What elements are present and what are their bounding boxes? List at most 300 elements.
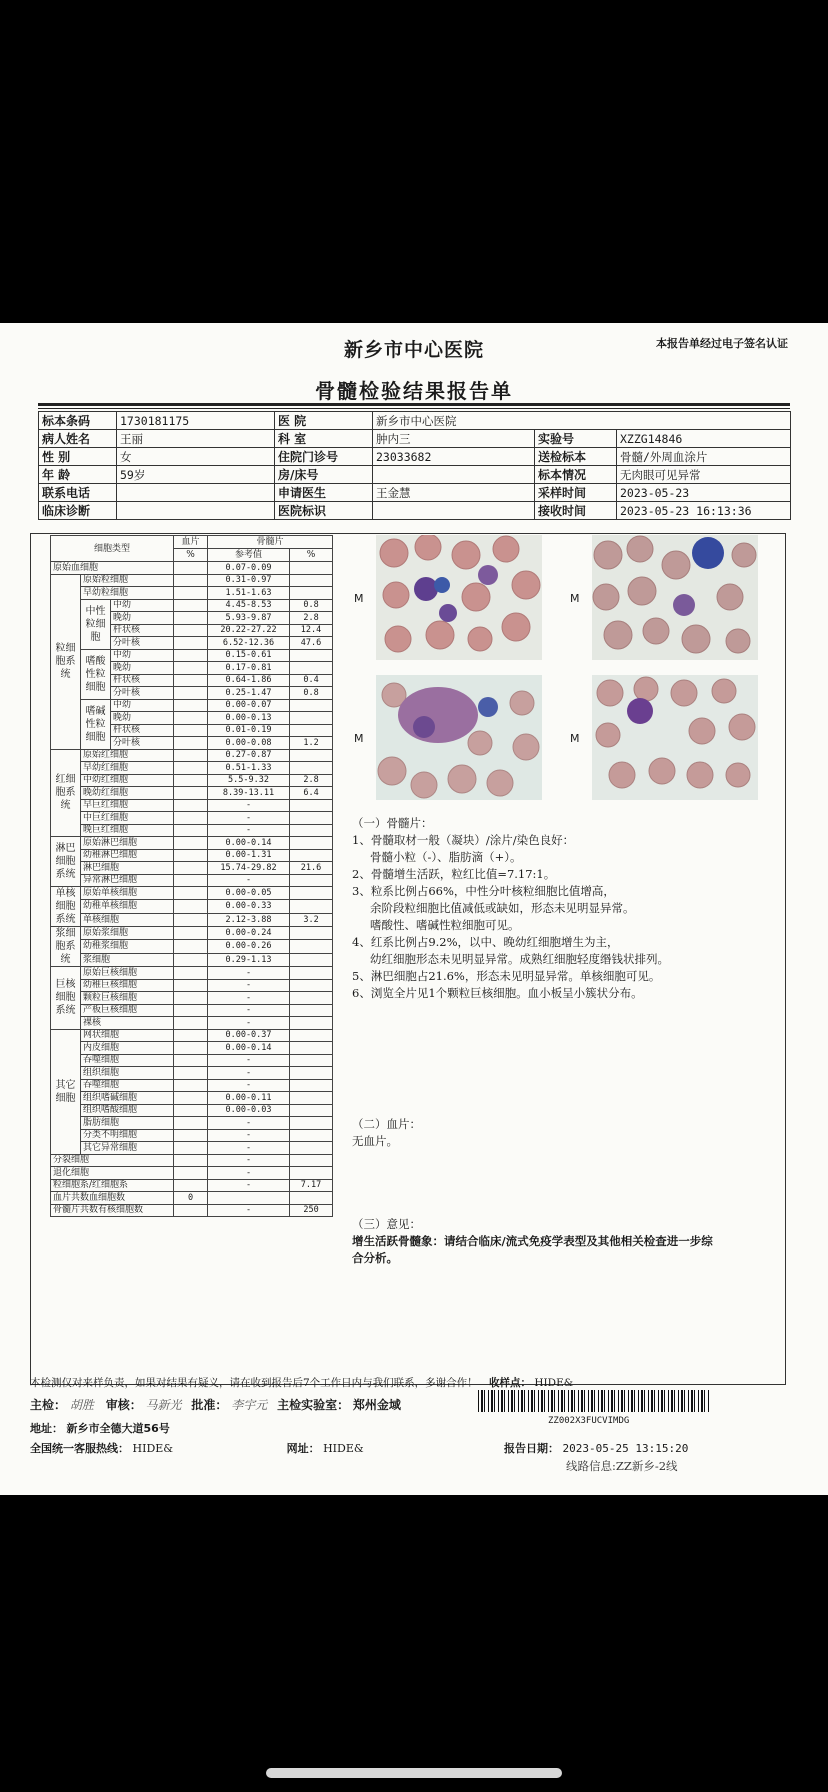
reviewer-label: 审核：: [105, 1398, 142, 1412]
blood-pct: [174, 649, 208, 662]
cell-name: 吞噬细胞: [81, 1079, 174, 1092]
inpatient-no: 23033682: [373, 448, 535, 466]
blood-pct: [174, 562, 208, 575]
blood-pct: [174, 1079, 208, 1092]
summary-ref: [208, 1192, 290, 1205]
marrow-pct: 6.4: [290, 787, 333, 800]
marrow-pct: [290, 1054, 333, 1067]
cell-row: [51, 587, 333, 600]
cell-name: 晚幼: [111, 612, 174, 625]
summary-value: [290, 1192, 333, 1205]
blood-pct: [174, 749, 208, 762]
dept-value: 肿内三: [373, 430, 535, 448]
ref-range: 0.25-1.47: [208, 687, 290, 700]
marrow-pct: [290, 874, 333, 887]
phone-label: 联系电话: [39, 484, 117, 502]
findings-s3-title: （三）意见：: [352, 1217, 421, 1231]
ref-range: -: [208, 874, 290, 887]
marrow-pct: [290, 824, 333, 837]
finding-line: 1、骨髓取材一般（凝块）/涂片/染色良好：: [352, 833, 575, 847]
age-value: 59岁: [117, 466, 275, 484]
cell-row: [51, 599, 333, 612]
cell-name: 原始巨核细胞: [81, 967, 174, 980]
doctor-label: 申请医生: [275, 484, 373, 502]
marrow-pct: [290, 649, 333, 662]
blood-pct: [174, 674, 208, 687]
marrow-pct: [290, 662, 333, 675]
blood-pct: [174, 1117, 208, 1130]
marrow-pct: [290, 927, 333, 940]
barcode-number: ZZ002X3FUCVIMDG: [548, 1416, 630, 1426]
ref-range: 0.27-0.87: [208, 749, 290, 762]
micrograph-1: [376, 535, 542, 660]
cell-row: [51, 562, 333, 575]
marrow-pct: [290, 1079, 333, 1092]
cell-name: 颗粒巨核细胞: [81, 992, 174, 1005]
collect-time: 2023-05-23: [617, 484, 791, 502]
summary-name: 退化细胞: [51, 1167, 174, 1180]
title-rule-thin: [38, 408, 790, 409]
cell-name: 脂肪细胞: [81, 1117, 174, 1130]
bed-value: [373, 466, 535, 484]
summary-row: [51, 1204, 333, 1217]
cell-name: 组织嗜酸细胞: [81, 1104, 174, 1117]
finding-line: 幼红细胞形态未见明显异常。成熟红细胞轻度缗钱状排列。: [370, 952, 669, 966]
checker-label: 主检：: [30, 1398, 67, 1412]
summary-name: 粒细胞系/红细胞系: [51, 1179, 174, 1192]
group-plasma: 浆细胞系统: [51, 927, 81, 967]
summary-ref: -: [208, 1154, 290, 1167]
hospital-name: 新乡市中心医院: [343, 339, 484, 361]
blood-header: 血片: [174, 536, 208, 549]
cell-name: 分叶核: [111, 637, 174, 650]
blood-pct: [174, 699, 208, 712]
cell-row: [51, 953, 333, 966]
blood-pct: [174, 574, 208, 587]
cell-row: [51, 1104, 333, 1117]
blood-pct: [174, 1054, 208, 1067]
marrow-pct: [290, 587, 333, 600]
summary-ref: -: [208, 1179, 290, 1192]
blood-pct-header: %: [174, 549, 208, 562]
cell-name: 晚幼: [111, 662, 174, 675]
cell-row: [51, 1079, 333, 1092]
marrow-pct: [290, 562, 333, 575]
ref-range: -: [208, 1054, 290, 1067]
ref-range: 6.52-12.36: [208, 637, 290, 650]
cell-row: [51, 1067, 333, 1080]
blood-pct: [174, 862, 208, 875]
marrow-pct: [290, 967, 333, 980]
blood-pct: [174, 1042, 208, 1055]
summary-value: [290, 1167, 333, 1180]
cell-name: 组织细胞: [81, 1067, 174, 1080]
group-lymphoid: 淋巴细胞系统: [51, 837, 81, 887]
cell-name: 原始粒细胞: [81, 574, 174, 587]
marrow-pct: [290, 1029, 333, 1042]
ref-range: 0.00-0.14: [208, 1042, 290, 1055]
ref-range: 0.00-0.14: [208, 837, 290, 850]
cell-name: 原始红细胞: [81, 749, 174, 762]
blood-pct: [174, 940, 208, 953]
ref-range: -: [208, 1129, 290, 1142]
ref-range: -: [208, 1004, 290, 1017]
micro-label-2: M: [570, 592, 580, 605]
findings-s1-title: （一）骨髓片：: [352, 816, 433, 830]
summary-row: [51, 1154, 333, 1167]
blood-pct: [174, 824, 208, 837]
ref-range: 0.00-0.13: [208, 712, 290, 725]
cell-name: 幼稚巨核细胞: [81, 979, 174, 992]
ref-range: 0.00-0.26: [208, 940, 290, 953]
blood-pct: [174, 992, 208, 1005]
ref-header: 参考值: [208, 549, 290, 562]
diag-value: [117, 502, 275, 520]
marrow-pct: [290, 953, 333, 966]
summary-ref: -: [208, 1204, 290, 1217]
marrow-pct: [290, 1104, 333, 1117]
findings-s2-title: （二）血片：: [352, 1117, 421, 1131]
finding-line: 2、骨髓增生活跃，粒红比值=7.17:1。: [352, 867, 556, 881]
blood-pct: [174, 587, 208, 600]
route-info: 线路信息:ZZ新乡-2线: [566, 1459, 678, 1473]
group-other: 其它细胞: [51, 1029, 81, 1154]
micro-label-3: M: [354, 732, 364, 745]
hosp-mark-label: 医院标识: [275, 502, 373, 520]
group-granulocyte: 粒细胞系统: [51, 574, 81, 749]
summary-blood: [174, 1167, 208, 1180]
cell-row: [51, 787, 333, 800]
cell-name: 分类不明细胞: [81, 1129, 174, 1142]
cell-name: 中幼: [111, 649, 174, 662]
blood-pct: [174, 1029, 208, 1042]
footer-contact-row: [30, 1440, 364, 1456]
ref-range: 8.39-13.11: [208, 787, 290, 800]
cell-row: [51, 1004, 333, 1017]
micrograph-3: [376, 675, 542, 800]
cell-name: 晚幼红细胞: [81, 787, 174, 800]
summary-value: 250: [290, 1204, 333, 1217]
blood-pct: [174, 1142, 208, 1155]
ref-range: -: [208, 1079, 290, 1092]
ref-range: 0.00-0.37: [208, 1029, 290, 1042]
report-date: 2023-05-25 13:15:20: [562, 1442, 689, 1455]
marrow-pct: 0.8: [290, 599, 333, 612]
age-label: 年 龄: [39, 466, 117, 484]
ref-range: -: [208, 799, 290, 812]
lab-value: 郑州金域: [352, 1398, 401, 1412]
ref-range: 0.51-1.33: [208, 762, 290, 775]
marrow-pct: [290, 940, 333, 953]
blood-pct: [174, 979, 208, 992]
marrow-header: 骨髓片: [208, 536, 333, 549]
ref-range: 0.00-0.08: [208, 737, 290, 750]
cell-name: 早幼红细胞: [81, 762, 174, 775]
marrow-pct: [290, 574, 333, 587]
dept-label: 科 室: [275, 430, 373, 448]
opinion: [352, 1216, 792, 1267]
ref-range: 0.00-0.07: [208, 699, 290, 712]
cell-row: [51, 1029, 333, 1042]
marrow-pct: 47.6: [290, 637, 333, 650]
marrow-pct: [290, 1017, 333, 1030]
ref-range: 0.29-1.13: [208, 953, 290, 966]
opinion-line-2: 合分析。: [352, 1251, 398, 1265]
group-megakaryocyte: 巨核细胞系统: [51, 967, 81, 1030]
opinion-line-1: 增生活跃骨髓象：请结合临床/流式免疫学表型及其他相关检查进一步综: [352, 1234, 713, 1248]
ref-range: 0.00-0.24: [208, 927, 290, 940]
sample-type-label: 送检标本: [535, 448, 617, 466]
diag-label: 临床诊断: [39, 502, 117, 520]
marrow-pct: 3.2: [290, 913, 333, 926]
finding-line: 4、红系比例占9.2%，以中、晚幼红细胞增生为主，: [352, 935, 619, 949]
ref-range: -: [208, 812, 290, 825]
blood-pct: [174, 724, 208, 737]
summary-blood: [174, 1204, 208, 1217]
finding-line: 5、淋巴细胞占21.6%，形态未见明显异常。单核细胞可见。: [352, 969, 661, 983]
marrow-pct: [290, 1004, 333, 1017]
cell-row: [51, 967, 333, 980]
cell-row: [51, 862, 333, 875]
summary-name: 骨髓片共数有核细胞数: [51, 1204, 174, 1217]
blood-pct: [174, 953, 208, 966]
marrow-pct-header: %: [290, 549, 333, 562]
receive-label: 接收时间: [535, 502, 617, 520]
cell-row: [51, 979, 333, 992]
cell-name: 内皮细胞: [81, 1042, 174, 1055]
ref-range: 0.07-0.09: [208, 562, 290, 575]
title-rule-thick: [38, 403, 790, 406]
finding-line: 3、粒系比例占66%，中性分叶核粒细胞比值增高，: [352, 884, 615, 898]
report-title: 骨髓检验结果报告单: [315, 379, 513, 403]
cell-name: 原始淋巴细胞: [81, 837, 174, 850]
ref-range: 5.5-9.32: [208, 774, 290, 787]
blood-pct: [174, 612, 208, 625]
address-label: 地址：: [30, 1422, 63, 1435]
marrow-pct: [290, 979, 333, 992]
cell-row: [51, 992, 333, 1005]
name-label: 病人姓名: [39, 430, 117, 448]
ref-range: 15.74-29.82: [208, 862, 290, 875]
blood-pct: [174, 812, 208, 825]
ref-range: 4.45-8.53: [208, 599, 290, 612]
marrow-pct: [290, 837, 333, 850]
subgroup-eosinophil: 嗜酸性粒细胞: [81, 649, 111, 699]
cell-row: [51, 699, 333, 712]
cell-name: 中巨红细胞: [81, 812, 174, 825]
blood-pct: [174, 1017, 208, 1030]
checker-signature: 胡胜: [69, 1398, 94, 1412]
finding-line: 6、浏览全片见1个颗粒巨核细胞。血小板呈小簇状分布。: [352, 986, 643, 1000]
ref-range: 1.51-1.63: [208, 587, 290, 600]
blood-pct: [174, 762, 208, 775]
cell-name: 晚巨红细胞: [81, 824, 174, 837]
ref-range: 0.15-0.61: [208, 649, 290, 662]
cell-row: [51, 837, 333, 850]
hosp-mark-value: [373, 502, 535, 520]
cell-name: 晚幼: [111, 712, 174, 725]
cell-row: [51, 749, 333, 762]
cell-name: 原始浆细胞: [81, 927, 174, 940]
cell-name: 中幼红细胞: [81, 774, 174, 787]
marrow-pct: 0.4: [290, 674, 333, 687]
cell-row: [51, 1017, 333, 1030]
ref-range: 0.00-0.05: [208, 887, 290, 900]
cell-name: 异常淋巴细胞: [81, 874, 174, 887]
cell-name: 原始单核细胞: [81, 887, 174, 900]
home-indicator[interactable]: [266, 1768, 562, 1778]
inpatient-label: 住院门诊号: [275, 448, 373, 466]
cell-row: [51, 940, 333, 953]
marrow-pct: [290, 1142, 333, 1155]
address-value: 新乡市全德大道56号: [66, 1422, 170, 1435]
findings-s2-text: 无血片。: [352, 1134, 398, 1148]
subgroup-neutrophil: 中性粒细胞: [81, 599, 111, 649]
ref-range: 0.00-0.03: [208, 1104, 290, 1117]
summary-row: [51, 1167, 333, 1180]
finding-line: 嗜酸性、嗜碱性粒细胞可见。: [370, 918, 520, 932]
barcode: [478, 1390, 710, 1412]
blood-pct: [174, 637, 208, 650]
cell-row: [51, 799, 333, 812]
marrow-pct: 0.8: [290, 687, 333, 700]
bed-label: 房/床号: [275, 466, 373, 484]
cell-row: [51, 1092, 333, 1105]
finding-line: 骨髓小粒（-）、脂肪滴（+）。: [370, 850, 522, 864]
report-date-row: [504, 1440, 688, 1456]
micrograph-2: [592, 535, 758, 660]
blood-pct: [174, 1004, 208, 1017]
cell-name: 早幼粒细胞: [81, 587, 174, 600]
ref-range: -: [208, 824, 290, 837]
cell-name: 杆状核: [111, 724, 174, 737]
hotline-label: 全国统一客服热线：: [30, 1442, 129, 1455]
cell-row: [51, 927, 333, 940]
marrow-pct: [290, 900, 333, 913]
cell-name: 早巨红细胞: [81, 799, 174, 812]
summary-value: [290, 1154, 333, 1167]
cell-name: 网状细胞: [81, 1029, 174, 1042]
summary-ref: -: [208, 1167, 290, 1180]
blood-pct: [174, 887, 208, 900]
marrow-pct: [290, 724, 333, 737]
cell-name: 幼稚浆细胞: [81, 940, 174, 953]
subgroup-basophil: 嗜碱性粒细胞: [81, 699, 111, 749]
marrow-findings: [352, 815, 792, 1002]
cell-row: [51, 649, 333, 662]
cell-row: [51, 1054, 333, 1067]
blood-pct: [174, 787, 208, 800]
cell-name: 产板巨核细胞: [81, 1004, 174, 1017]
summary-blood: [174, 1179, 208, 1192]
ref-range: -: [208, 1142, 290, 1155]
marrow-pct: [290, 1117, 333, 1130]
marrow-pct: [290, 1042, 333, 1055]
cell-row: [51, 824, 333, 837]
marrow-pct: [290, 1129, 333, 1142]
cell-row: [51, 812, 333, 825]
summary-name: 血片共数血细胞数: [51, 1192, 174, 1205]
patient-name: 王丽: [117, 430, 275, 448]
cell-row: [51, 1142, 333, 1155]
ref-range: 0.31-0.97: [208, 574, 290, 587]
marrow-pct: [290, 762, 333, 775]
marrow-pct: [290, 1092, 333, 1105]
cell-row: [51, 1117, 333, 1130]
sample-cond-label: 标本情况: [535, 466, 617, 484]
blood-pct: [174, 1092, 208, 1105]
summary-row: [51, 1179, 333, 1192]
cell-name: 中幼: [111, 599, 174, 612]
blood-pct: [174, 1067, 208, 1080]
blood-pct: [174, 687, 208, 700]
ref-range: -: [208, 1067, 290, 1080]
receive-point-label: 收样点：: [489, 1377, 532, 1389]
disclaimer: 本检测仅对来样负责，如果对结果有疑义，请在收到报告后7个工作日内与我们联系，多谢合作！: [30, 1377, 478, 1389]
ref-range: 0.00-1.31: [208, 849, 290, 862]
marrow-pct: [290, 887, 333, 900]
cell-name: 原始血细胞: [51, 562, 174, 575]
cell-row: [51, 1042, 333, 1055]
micrograph-4: [592, 675, 758, 800]
sample-cond: 无肉眼可见异常: [617, 466, 791, 484]
micro-label-4: M: [570, 732, 580, 745]
approver-signature: 李宇元: [231, 1398, 268, 1412]
cell-type-header: 细胞类型: [51, 536, 174, 562]
ref-range: 0.00-0.11: [208, 1092, 290, 1105]
website-value: HIDE&: [323, 1442, 364, 1455]
approver-label: 批准：: [191, 1398, 228, 1412]
ref-range: 0.00-0.33: [208, 900, 290, 913]
ref-range: 20.22-27.22: [208, 624, 290, 637]
ref-range: -: [208, 979, 290, 992]
blood-pct: [174, 774, 208, 787]
cell-row: [51, 1129, 333, 1142]
website-label: 网址：: [286, 1442, 320, 1455]
marrow-pct: 12.4: [290, 624, 333, 637]
reviewer-signature: 马新光: [145, 1398, 182, 1412]
e-signature-note: 本报告单经过电子签名认证: [656, 337, 788, 350]
sex-value: 女: [117, 448, 275, 466]
cell-name: 裸核: [81, 1017, 174, 1030]
cell-row: [51, 762, 333, 775]
blood-pct: [174, 599, 208, 612]
marrow-pct: [290, 712, 333, 725]
phone-value: [117, 484, 275, 502]
blood-pct: [174, 624, 208, 637]
blood-pct: [174, 737, 208, 750]
blood-pct: [174, 662, 208, 675]
blood-pct: [174, 967, 208, 980]
sample-type: 骨髓/外周血涂片: [617, 448, 791, 466]
marrow-pct: 21.6: [290, 862, 333, 875]
summary-value: 7.17: [290, 1179, 333, 1192]
ref-range: -: [208, 967, 290, 980]
cell-name: 杆状核: [111, 674, 174, 687]
cell-count-table: [50, 535, 333, 1217]
cell-row: [51, 574, 333, 587]
report-date-label: 报告日期：: [504, 1442, 559, 1455]
blood-pct: [174, 837, 208, 850]
summary-blood: [174, 1154, 208, 1167]
marrow-pct: [290, 799, 333, 812]
cell-row: [51, 774, 333, 787]
marrow-pct: 1.2: [290, 737, 333, 750]
marrow-pct: 2.8: [290, 612, 333, 625]
cell-name: 幼稚淋巴细胞: [81, 849, 174, 862]
summary-name: 分裂细胞: [51, 1154, 174, 1167]
cell-row: [51, 874, 333, 887]
